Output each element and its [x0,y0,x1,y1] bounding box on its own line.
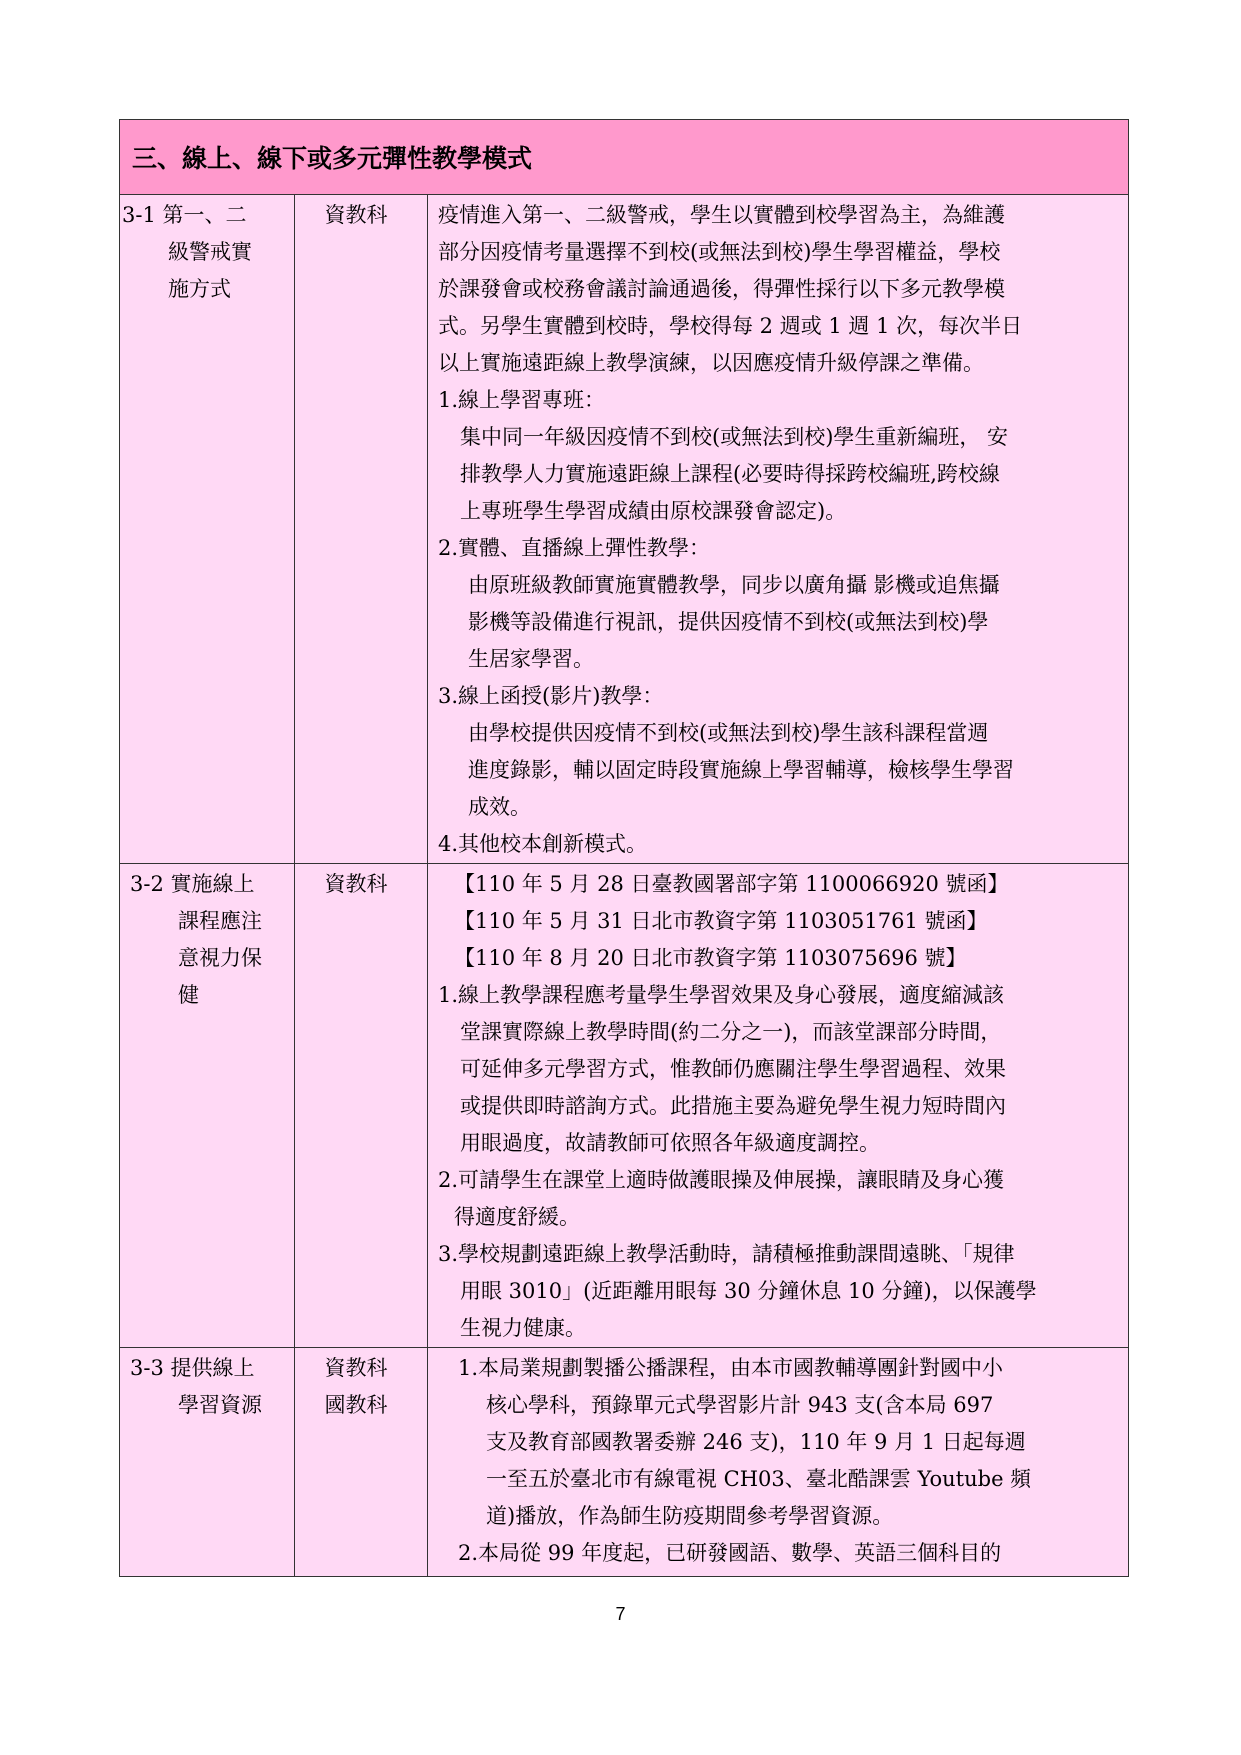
item-line: 核心學科，預錄單元式學習影片計 943 支(含本局 697 [486,1393,994,1417]
item-line: 上專班學生學習成績由原校課發會認定)。 [460,499,847,523]
table-row-3-3 [120,1348,1129,1577]
item-title: 3.線上函授(影片)教學： [438,684,664,708]
reference-line: 【110 年 5 月 31 日北市教資字第 1103051761 號函】 [454,909,988,933]
item-title: 2.實體、直播線上彈性教學： [438,536,711,560]
item-line: 道)播放，作為師生防疫期間參考學習資源。 [486,1504,894,1528]
item-line: 堂課實際線上教學時間(約二分之一)，而該堂課部分時間， [460,1020,1002,1044]
department: 資教科 [324,203,388,227]
item-line: 1.線上教學課程應考量學生學習效果及身心發展，適度縮減該 [438,983,1005,1007]
item-line: 1.本局業規劃製播公播課程，由本市國教輔導團針對國中小 [458,1356,1004,1380]
item-line: 成效。 [468,795,531,819]
section-code: 3-1 [122,203,156,227]
section-title: 三、線上、線下或多元彈性教學模式 [120,120,1129,195]
paragraph-line: 於課發會或校務會議討論通過後，得彈性採行以下多元教學模 [438,277,1005,301]
table-row-3-2 [120,864,1129,1348]
content-cell [428,864,1129,1348]
paragraph-line: 部分因疫情考量選擇不到校(或無法到校)學生學習權益，學校 [438,240,1001,264]
item-line: 由原班級教師實施實體教學，同步以廣角攝 影機或追焦攝 [468,573,1000,597]
section-label-cell [120,195,295,864]
section-label: 施方式 [168,277,231,301]
page-number: 7 [615,1604,626,1624]
department: 資教科 [324,1356,388,1380]
department-cell [295,1348,428,1577]
item-line: 支及教育部國教署委辦 246 支)，110 年 9 月 1 日起每週 [486,1430,1026,1454]
section-label: 學習資源 [178,1393,262,1417]
section-label: 健 [178,983,199,1007]
item-line: 用眼過度，故請教師可依照各年級適度調控。 [460,1131,880,1155]
table-row-3-1 [120,195,1129,864]
policy-table [119,119,1129,1577]
item-line: 可延伸多元學習方式，惟教師仍應關注學生學習過程、效果 [460,1057,1006,1081]
item-line: 生視力健康。 [460,1316,586,1340]
paragraph-line: 式。另學生實體到校時，學校得每 2 週或 1 週 1 次，每次半日 [438,314,1023,338]
section-label: 級警戒實 [168,240,252,264]
item-line: 由學校提供因疫情不到校(或無法到校)學生該科課程當週 [468,721,989,745]
content-cell [428,195,1129,864]
department-cell [295,195,428,864]
item-line: 生居家學習。 [468,647,594,671]
content-cell [428,1348,1129,1577]
department-cell [295,864,428,1348]
item-line: 2.可請學生在課堂上適時做護眼操及伸展操，讓眼睛及身心獲 [438,1168,1005,1192]
paragraph-line: 疫情進入第一、二級警戒，學生以實體到校學習為主，為維護 [438,203,1005,227]
item-line: 進度錄影，輔以固定時段實施線上學習輔導，檢核學生學習 [468,758,1014,782]
item-line: 一至五於臺北市有線電視 CH03、臺北酷課雲 Youtube 頻 [486,1467,1032,1491]
item-line: 排教學人力實施遠距線上課程(必要時得採跨校編班,跨校線 [460,462,1000,486]
item-line: 得適度舒緩。 [454,1205,580,1229]
department: 資教科 [324,872,388,896]
section-label: 實施線上 [170,872,255,896]
paragraph-line: 以上實施遠距線上教學演練，以因應疫情升級停課之準備。 [438,351,984,375]
section-label: 意視力保 [178,946,262,970]
reference-line: 【110 年 8 月 20 日北市教資字第 1103075696 號】 [454,946,967,970]
item-line: 集中同一年級因疫情不到校(或無法到校)學生重新編班， 安 [460,425,1009,449]
department: 國教科 [324,1393,388,1417]
item-title: 4.其他校本創新模式。 [438,832,648,856]
section-label-cell [120,864,295,1348]
section-label-cell [120,1348,295,1577]
section-code: 3-3 [130,1356,164,1380]
item-line: 用眼 3010」(近距離用眼每 30 分鐘休息 10 分鐘)，以保護學 [460,1279,1037,1303]
reference-line: 【110 年 5 月 28 日臺教國署部字第 1100066920 號函】 [454,872,1009,896]
item-line: 或提供即時諮詢方式。此措施主要為避免學生視力短時間內 [460,1094,1006,1118]
section-code: 3-2 [130,872,164,896]
item-line: 2.本局從 99 年度起，已研發國語、數學、英語三個科目的 [458,1541,1002,1565]
section-label: 提供線上 [170,1356,255,1380]
section-label: 第一、二 [162,203,247,227]
section-label: 課程應注 [178,909,262,933]
item-line: 影機等設備進行視訊，提供因疫情不到校(或無法到校)學 [468,610,989,634]
item-line: 3.學校規劃遠距線上教學活動時，請積極推動課間遠眺、「規律 [438,1242,1015,1266]
item-title: 1.線上學習專班： [438,388,606,412]
